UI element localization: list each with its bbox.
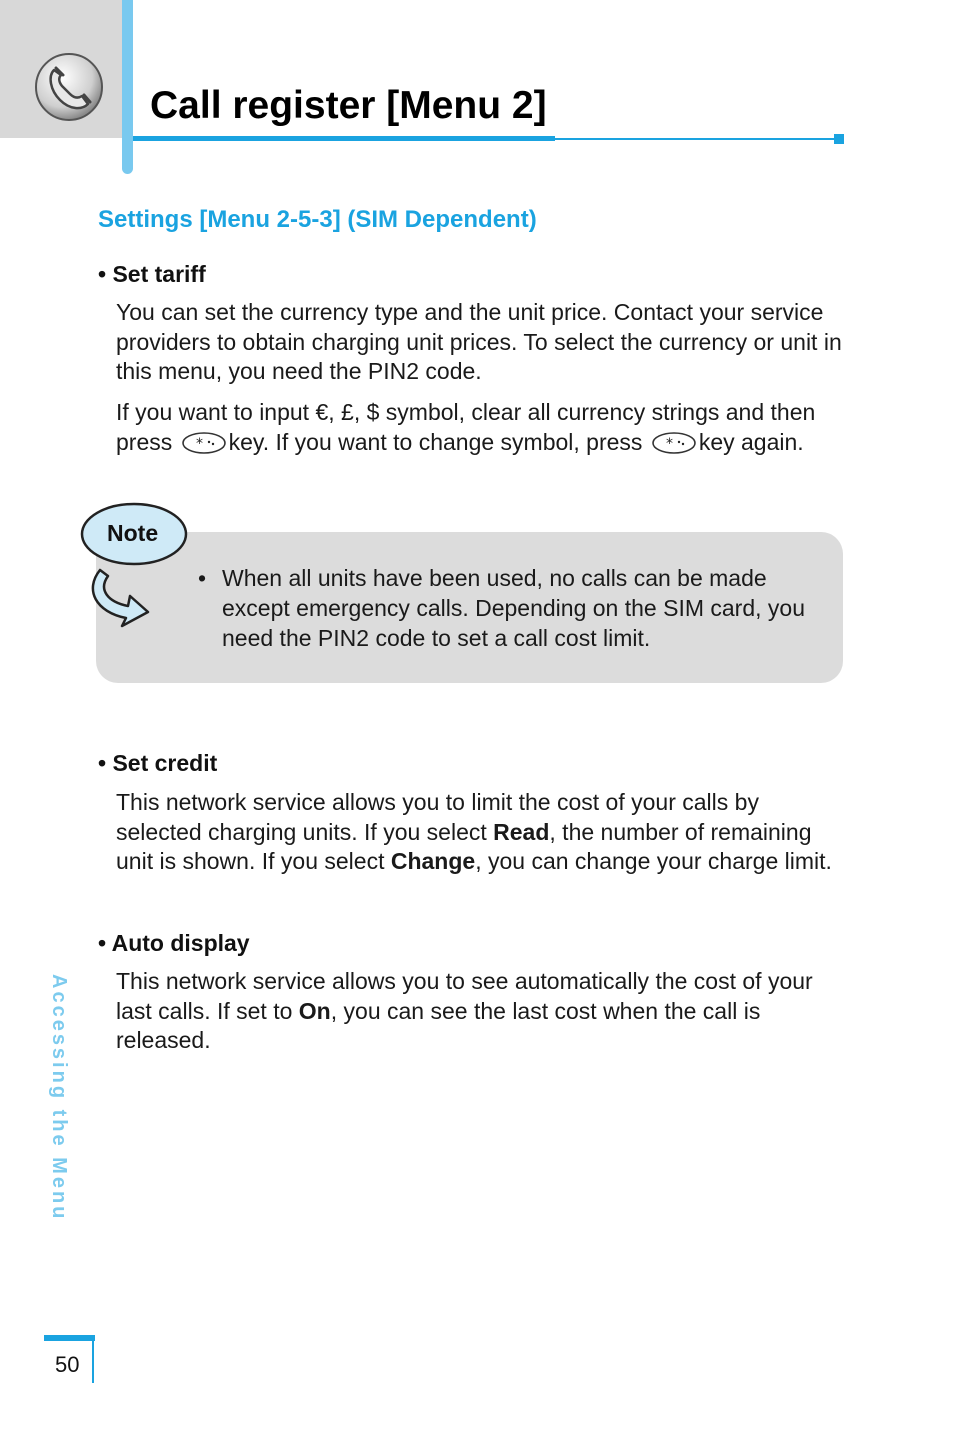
- page-number-bar: [44, 1335, 95, 1341]
- section-heading: Settings [Menu 2-5-3] (SIM Dependent): [98, 206, 537, 233]
- auto-display-paragraph: [116, 967, 846, 1056]
- text-run: key. If you want to change symbol, press: [228, 428, 643, 455]
- note-label: Note: [107, 520, 159, 546]
- text-run: This network service allows you to see automatically the cost of your last calls. If set to: [116, 968, 813, 1024]
- header-accent-bar: [122, 0, 133, 174]
- bold-term-change: Change: [390, 848, 476, 874]
- note-bullet: •: [198, 565, 207, 591]
- text-run: This network service allows you to limit the cost of your calls by selected charging units. If you select: [116, 789, 759, 845]
- svg-text:*: *: [665, 435, 673, 452]
- chapter-side-tab: Accessing the Menu: [48, 974, 70, 1222]
- title-underline-endpoint: [834, 134, 844, 144]
- page-number: 50: [55, 1352, 80, 1377]
- auto-display-title: • Auto display: [98, 930, 250, 956]
- note-text: When all units have been used, no calls can be made except emergency calls. Depending on the SIM card, you need the PIN2 code to set a call cost limit.: [222, 565, 805, 651]
- text-run: , the number of remaining unit is shown. If you select: [116, 818, 812, 874]
- svg-text:*: *: [195, 435, 203, 452]
- set-tariff-symbol-paragraph: [116, 398, 846, 457]
- set-credit-paragraph: [116, 788, 846, 877]
- phone-handset-icon: [34, 52, 104, 122]
- set-credit-title: • Set credit: [98, 750, 218, 776]
- text-run: key again.: [698, 428, 804, 455]
- page-title: Call register [Menu 2]: [150, 84, 547, 127]
- text-run: If you want to input €, £, $ symbol, clear all currency strings and then press: [116, 399, 816, 455]
- star-key-icon: [651, 431, 697, 455]
- title-underline: [133, 136, 555, 141]
- bold-term-read: Read: [493, 818, 550, 845]
- title-underline-extension: [555, 138, 837, 140]
- set-tariff-paragraph: You can set the currency type and the unit price. Contact your service providers to obtain charging unit prices. To select the currency or unit in this menu, you need the PIN2 code.: [116, 299, 842, 384]
- page-number-divider: [92, 1341, 94, 1383]
- bold-term-on: On: [298, 997, 331, 1024]
- text-run: , you can see the last cost when the call is released.: [116, 997, 761, 1053]
- set-tariff-title: • Set tariff: [98, 261, 206, 287]
- text-run: , you can change your charge limit.: [475, 848, 832, 874]
- star-key-icon: [181, 431, 227, 455]
